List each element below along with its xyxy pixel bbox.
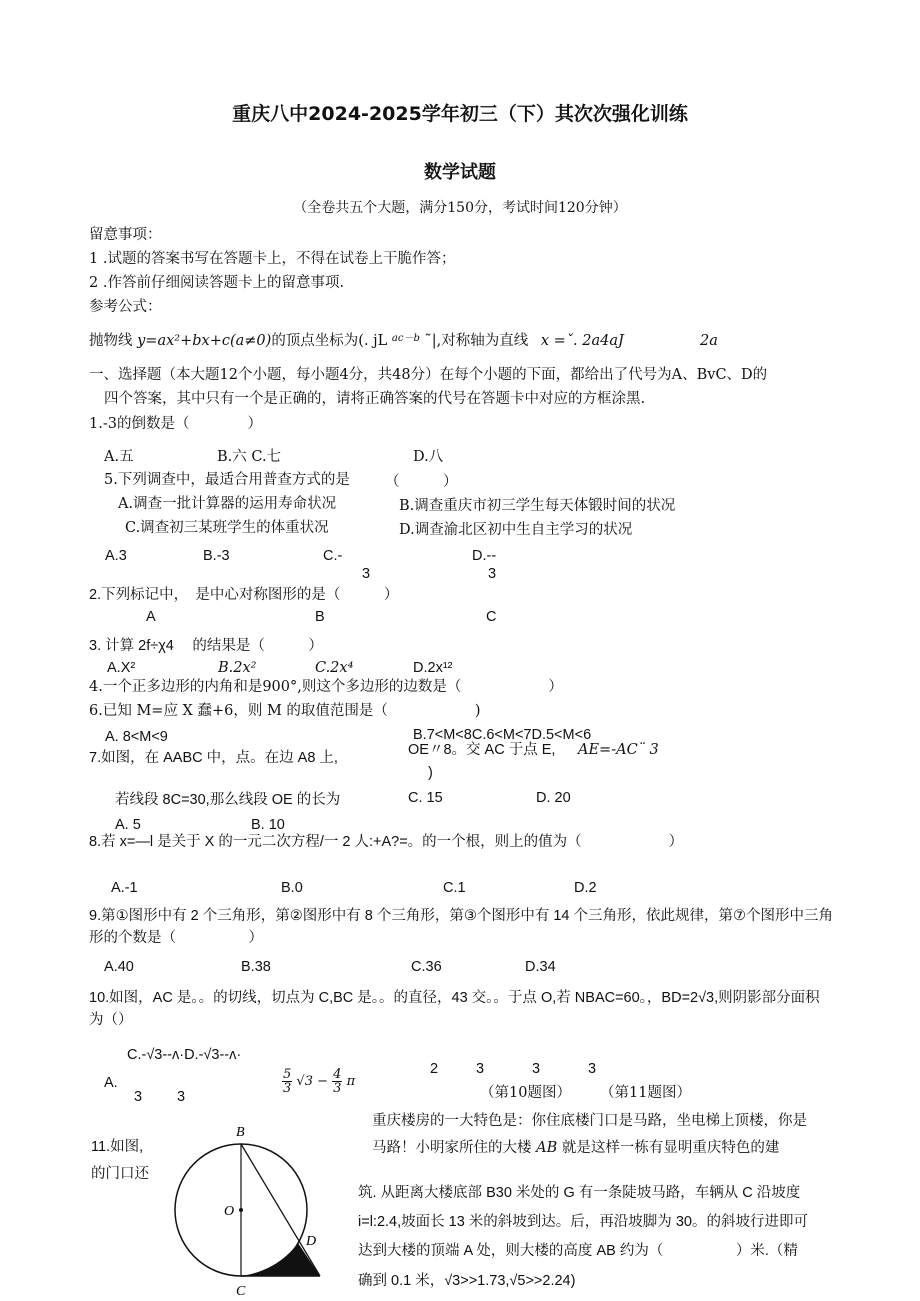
q3-option-c: C.2x⁴ (315, 660, 354, 676)
q11-line-3: 筑. 从距离大楼底部 B30 米处的 G 有一条陡坡马路，车辆从 C 沿坡度 (358, 1185, 801, 1201)
q10-frac-expression (282, 1068, 355, 1095)
q9-stem: 9.第①图形中有 2 个三角形，第②图形中有 8 个三角形，第③个图形中有 14 个三角形，依此规律，第⑦个图形中三角形的个数是（ ） (89, 908, 834, 947)
q5-stem: 5.下列调查中，最适合用普查方式的是 (104, 472, 350, 488)
q7-option-c: C. 15 (408, 790, 443, 806)
figure-label-d: D (306, 1234, 317, 1249)
figure-center-dot (239, 1208, 243, 1212)
page-subtitle: 数学试题 (424, 162, 496, 183)
q5-option-a: A.调查一批计算器的运用寿命状况 (118, 496, 337, 512)
q11-line-2b: AB (536, 1140, 558, 1156)
q1b-option-c: C.- (323, 548, 343, 564)
exam-info: （全卷共五个大题，满分150分，考试时间120分钟） (293, 200, 627, 216)
q1-stem: 1.-3的倒数是（ ） (89, 416, 262, 432)
q1-option-a: A.五 (104, 449, 134, 465)
q10-frac-pi: π (346, 1074, 356, 1089)
formula-text-e: ˜|,对称轴为直线 (419, 333, 529, 349)
q1b-option-b: B.-3 (203, 548, 230, 564)
q10-frac-den2: 3 (333, 1081, 342, 1096)
q5-option-c: C.调查初三某班学生的体重状况 (125, 520, 329, 536)
q1b-option-d-denominator: 3 (488, 566, 497, 582)
formula-text-c: 的顶点坐标为(. jL (271, 333, 392, 349)
q10-denominator-3b: 3 (532, 1061, 541, 1077)
fig10-caption: （第10题图） (480, 1085, 571, 1101)
q2-stem: 2.下列标记中， 是中心对称图形的是（ ） (89, 587, 399, 603)
formula-denominator: 2a (700, 333, 718, 349)
q6-stem: 6.已知 M=应 X 蠢+6，则 M 的取值范围是（ ) (89, 703, 481, 719)
q7-paren: ) (428, 765, 433, 781)
page-title: 重庆八中2024-2025学年初三（下）其次次强化训练 (232, 103, 688, 125)
q3-stem: 3. 计算 2f÷χ4 的结果是（ ） (89, 638, 323, 654)
formula-parabola: y=ax²+bx+c(a≠0) (137, 333, 272, 349)
q1b-option-c-denominator: 3 (362, 566, 371, 582)
q7-oe: OE〃8。交 AC 于点 E, (408, 742, 556, 758)
q5-option-b: B.调查重庆市初三学生每天体锻时间的状况 (399, 498, 676, 514)
q8-option-a: A.-1 (111, 880, 138, 896)
q1-option-bc: B.六 C.七 (217, 449, 282, 465)
q3-option-a: A.X² (107, 660, 136, 676)
q10-frac-sqrt: √3 − (296, 1074, 329, 1089)
q10-stem: 10.如图，AC 是。。的切线，切点为 C,BC 是。。的直径，43 交。。于点 O,若 NBAC=60。，BD=2√3,则阴影部分面积为（） (89, 990, 820, 1029)
q10-option-a: A. (104, 1075, 118, 1091)
q10-denominator-2: 2 (430, 1061, 439, 1077)
q10-frac-den1: 3 (283, 1081, 292, 1096)
notes-heading: 留意事项： (89, 227, 162, 243)
q7-stem: 7.如图，在 AABC 中，点。在边 A8 上, (89, 750, 338, 766)
q10-option-a-den2: 3 (177, 1089, 186, 1105)
q11-label: 11.如图, (91, 1139, 144, 1155)
note-item-1: 1 .试题的答案书写在答题卡上，不得在试卷上干脆作答； (89, 251, 456, 267)
q3-option-d: D.2x¹² (413, 660, 453, 676)
figure-label-o: O (224, 1204, 235, 1219)
q1b-option-d: D.-- (472, 548, 497, 564)
figure-label-b: B (236, 1125, 245, 1140)
q7-ae: AE=-AC¨ 3 (578, 742, 659, 758)
q10-frac-num1: 5 (283, 1067, 292, 1082)
q10-option-a-den1: 3 (134, 1089, 143, 1105)
q11-line-2 (372, 1140, 779, 1157)
q4-stem: 4.一个正多边形的内角和是900°,则这个多边形的边数是（ ） (89, 679, 563, 695)
q10-denominator-3a: 3 (476, 1061, 485, 1077)
formula-axis: x =ˇ. 2a4aJ (540, 333, 624, 349)
q11-line-6: 确到 0.1 米，√3>>1.73,√5>>2.24) (358, 1273, 576, 1289)
q9-option-b: B.38 (241, 959, 271, 975)
q8-option-d: D.2 (574, 880, 597, 896)
q6-option-a: A. 8<M<9 (105, 729, 168, 745)
q3-option-b: B.2x² (218, 660, 257, 676)
q8-option-c: C.1 (443, 880, 466, 896)
q11-line-1: 重庆楼房的一大特色是：你住底楼门口是马路，坐电梯上顶楼，你是 (372, 1113, 807, 1129)
q9-option-c: C.36 (411, 959, 442, 975)
q11-line-4: i=l:2.4,坡面长 13 米的斜坡到达。后，再沿坡脚为 30。的斜坡行进即可 (358, 1214, 808, 1230)
figure-line-ba (241, 1144, 320, 1276)
q2-option-c: C (486, 609, 497, 625)
q7-option-d: D. 20 (536, 790, 571, 806)
q1b-option-a: A.3 (105, 548, 127, 564)
section1-line1: 一、选择题（本大题12个小题，每小题4分，共48分）在每个小题的下面，都给出了代号为A、BvC、D的 (89, 367, 768, 383)
q2-option-b: B (315, 609, 325, 625)
q11-line-2a: 马路！小明家所住的大楼 (372, 1140, 537, 1156)
figure-label-c: C (236, 1284, 246, 1299)
formula-line (89, 333, 624, 350)
section1-line2: 四个答案，其中只有一个是正确的，请将正确答案的代号在答题卡中对应的方框涂黑. (104, 391, 646, 407)
q7-stem-2: 若线段 8C=30,那么线段 OE 的长为 (115, 792, 341, 808)
formula-text-a: 抛物线 (89, 333, 133, 349)
q5-option-d: D.调查渝北区初中生自主学习的状况 (399, 522, 633, 538)
fig11-caption: （第11题图） (600, 1085, 691, 1101)
formula-vertex: ac－b (391, 333, 420, 344)
q10-denominator-3c: 3 (588, 1061, 597, 1077)
note-item-2: 2 .作答前仔细阅读答题卡上的留意事项. (89, 275, 345, 291)
q2-option-a: A (146, 609, 156, 625)
q7-option-a: A. 5 (115, 817, 141, 833)
q5-paren: （ ） (385, 474, 458, 490)
formula-heading: 参考公式： (89, 299, 162, 315)
q1-option-d: D.八 (413, 449, 444, 465)
q9-option-a: A.40 (104, 959, 134, 975)
q6-options-bcd: B.7<M<8C.6<M<7D.5<M<6 (413, 727, 592, 743)
q11-line-5: 达到大楼的顶端 A 处，则大楼的高度 AB 约为（ ）米.（精 (358, 1243, 798, 1259)
q7-option-b: B. 10 (251, 817, 285, 833)
q10-figure (160, 1118, 340, 1301)
q8-option-b: B.0 (281, 880, 303, 896)
q11-label-2: 的门口还 (91, 1166, 149, 1182)
q10-options-cd: C.-√3--ʌ·D.-√3--ʌ· (127, 1047, 242, 1063)
q10-frac-num2: 4 (333, 1067, 342, 1082)
q8-stem: 8.若 x=—l 是关于 X 的一元二次方程/一 2 人:+A?=。的一个根，则上的值为（ ） (89, 834, 684, 850)
q11-line-2c: 就是这样一栋有显明重庆特色的建 (557, 1140, 780, 1156)
q9-option-d: D.34 (525, 959, 556, 975)
